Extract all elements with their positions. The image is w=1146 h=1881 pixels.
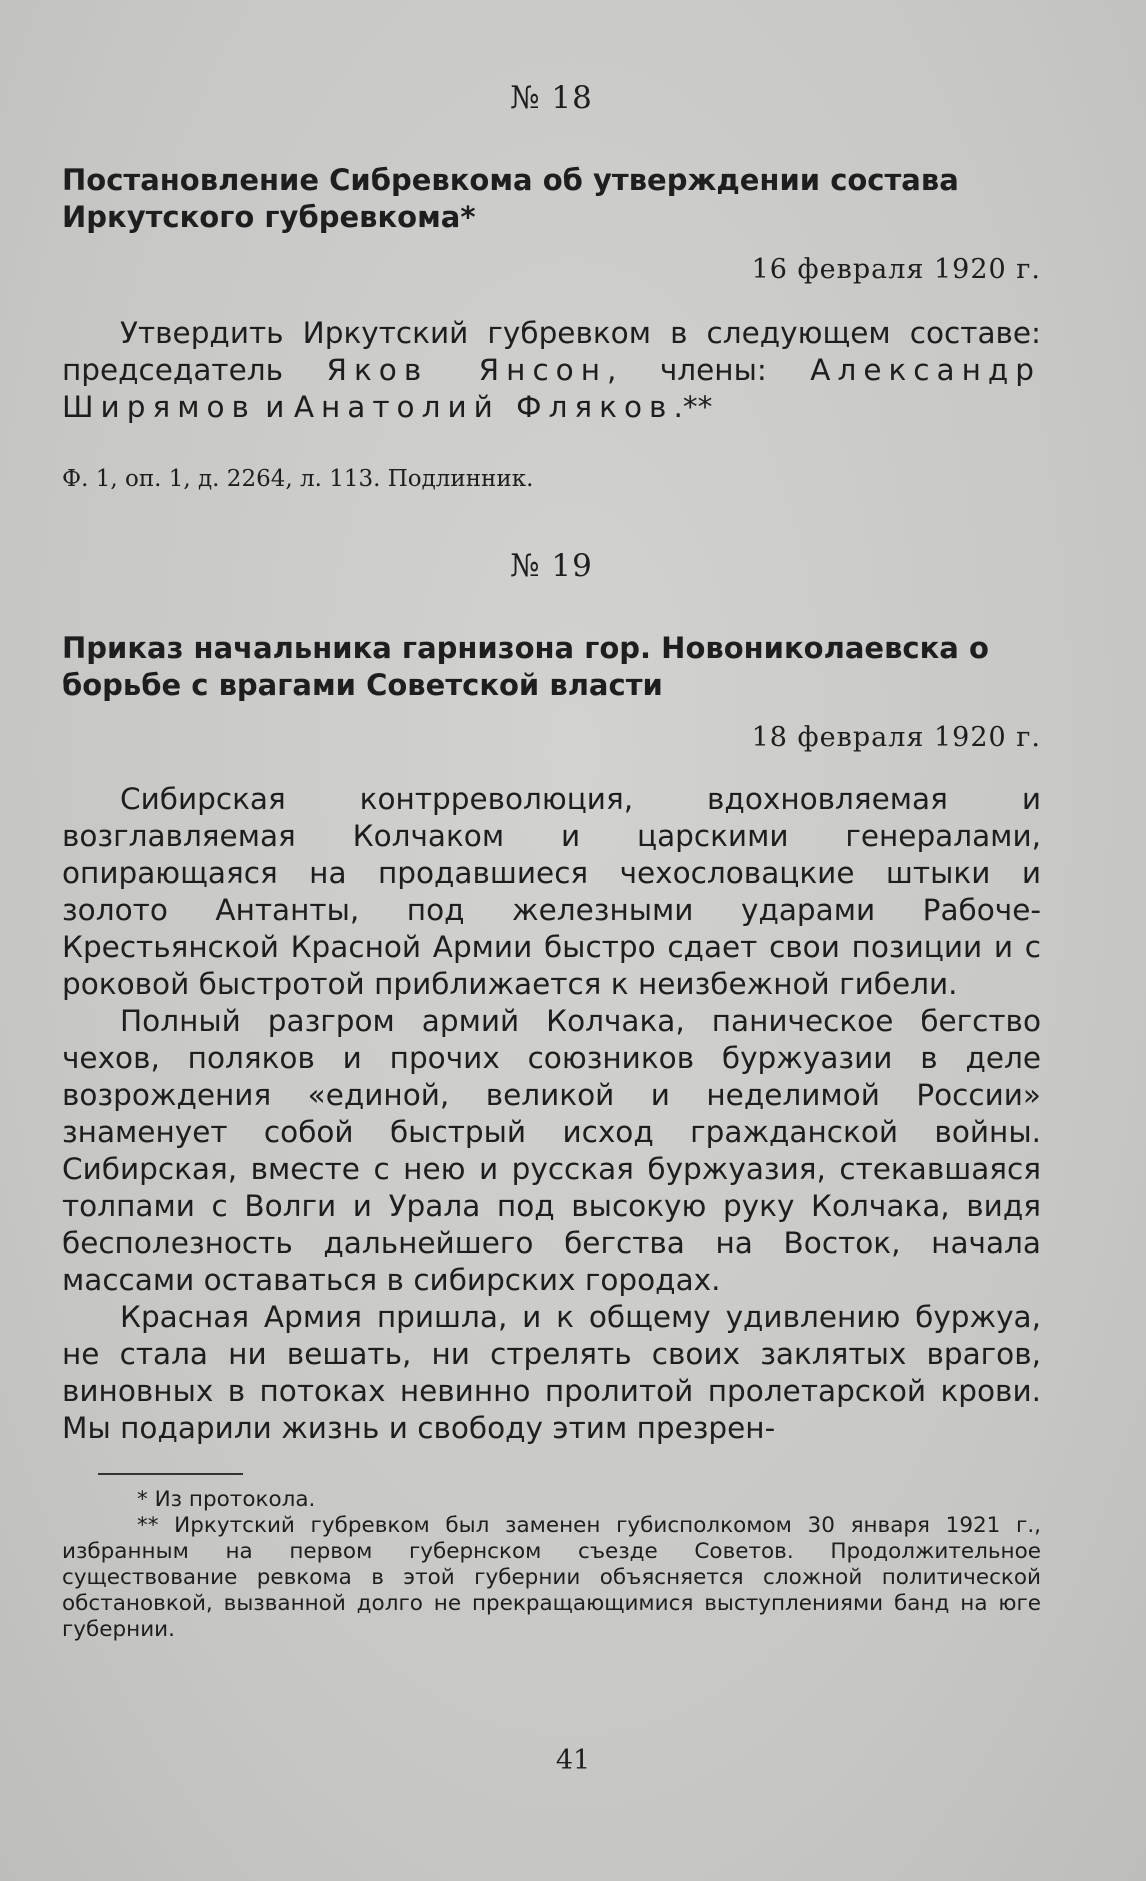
doc-18-text-end: .**: [673, 390, 713, 424]
name-member-1: Александр Ширямов: [62, 353, 1041, 424]
doc-19-number: № 19: [510, 548, 593, 584]
doc-19-paragraph-1: Сибирская контрреволюция, вдохновляемая и возглавляемая Колчаком и царскими генералами, опирающаяся на продавшиеся чехословацкие штыки и золото Антанты, под железными ударами Рабоче-Крестьянской Красной Армии быстро сдает свои позиции и с роковой быстротой приближается к неизбежной гибели.: [62, 782, 1041, 1001]
doc-19-paragraph-3: Красная Армия пришла, и к общему удивлению буржуа, не стала ни вешать, ни стрелять своих заклятых врагов, виновных в потоках невинно пролитой пролетарской крови. Мы подарили жизнь и свободу этим презрен-: [62, 1300, 1041, 1445]
footnote-1: * Из протокола.: [137, 1487, 316, 1512]
doc-19-date: 18 февраля 1920 г.: [751, 722, 1041, 753]
name-member-2: Анатолий Фляков: [293, 390, 674, 424]
footnote-2: ** Иркутский губревком был заменен губисполкомом 30 января 1921 г., избранным на первом губернском съезде Советов. Продолжительное существование ревкома в этой губернии объясняется сложной политической обстановкой, вызванной долго не прекращающимися выступлениями банд на юге губернии.: [62, 1513, 1041, 1642]
page-number: 41: [555, 1745, 591, 1776]
doc-18-text-start: Утвердить Иркутский губревком в следующем составе: председатель: [62, 316, 1041, 387]
doc-18-number: № 18: [510, 80, 593, 116]
doc-18-archive-reference: Ф. 1, оп. 1, д. 2264, л. 113. Подлинник.: [62, 466, 534, 492]
doc-19-title: Приказ начальника гарнизона гор. Новониколаевска о борьбе с врагами Советской власти: [62, 631, 989, 702]
doc-18-text-and: и: [255, 390, 294, 424]
doc-18-title: Постановление Сибревкома об утверждении состава Иркутского губревкома*: [62, 163, 959, 234]
footnote-divider: [98, 1473, 243, 1475]
doc-18-date: 16 февраля 1920 г.: [751, 254, 1041, 285]
doc-19-paragraph-2: Полный разгром армий Колчака, паническое бегство чехов, поляков и прочих союзников буржуазии в деле возрождения «единой, великой и неделимой России» знаменует собой быстрый исход гражданской войны. Сибирская, вместе с нею и русская буржуазия, стекавшаяся толпами с Волги и Урала под высокую руку Колчака, видя бесполезность дальнейшего бегства на Восток, начала массами оставаться в сибирских городах.: [62, 1004, 1041, 1297]
doc-18-text-members: , члены:: [607, 353, 811, 387]
name-chair: Яков Янсон: [326, 353, 608, 387]
doc-18-body: [62, 315, 1041, 426]
